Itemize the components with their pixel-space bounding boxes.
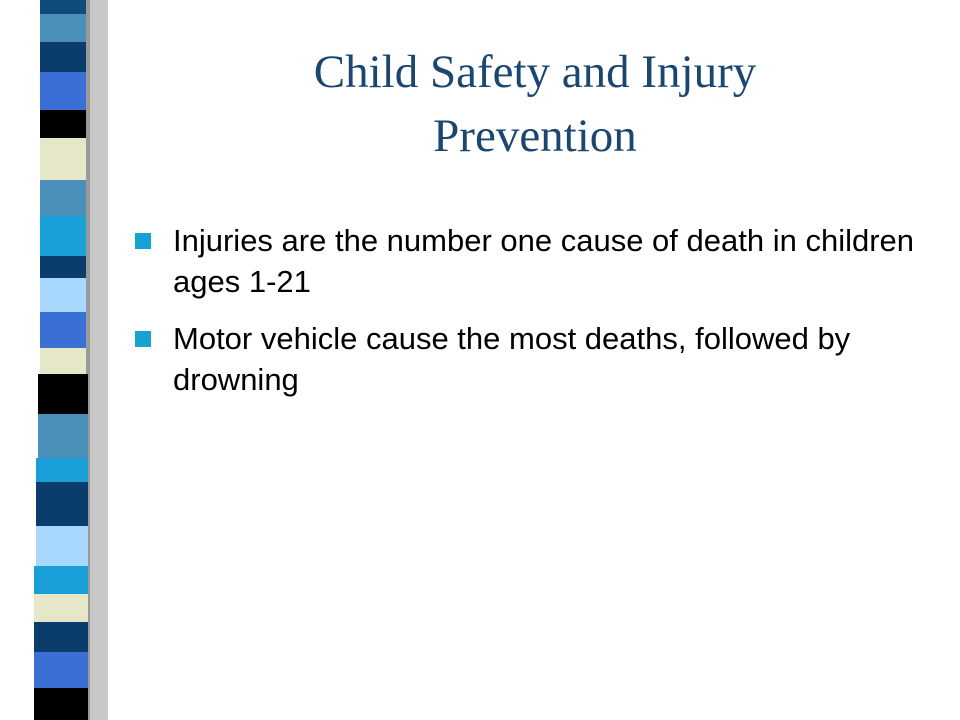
bullet-text: Motor vehicle cause the most deaths, followed by drowning [173,321,851,397]
decorative-stripe-bar [0,0,108,720]
square-bullet-icon [135,233,151,249]
bullet-list [135,220,915,416]
slide-title-line: Child Safety and Injury [313,46,757,98]
bullet-item [135,318,915,400]
slide-title [130,40,940,168]
bullet-text: Injuries are the number one cause of death in children ages 1-21 [173,223,915,299]
bullet-item [135,220,915,302]
slide-title-line: Prevention [433,110,637,162]
square-bullet-icon [135,331,151,347]
